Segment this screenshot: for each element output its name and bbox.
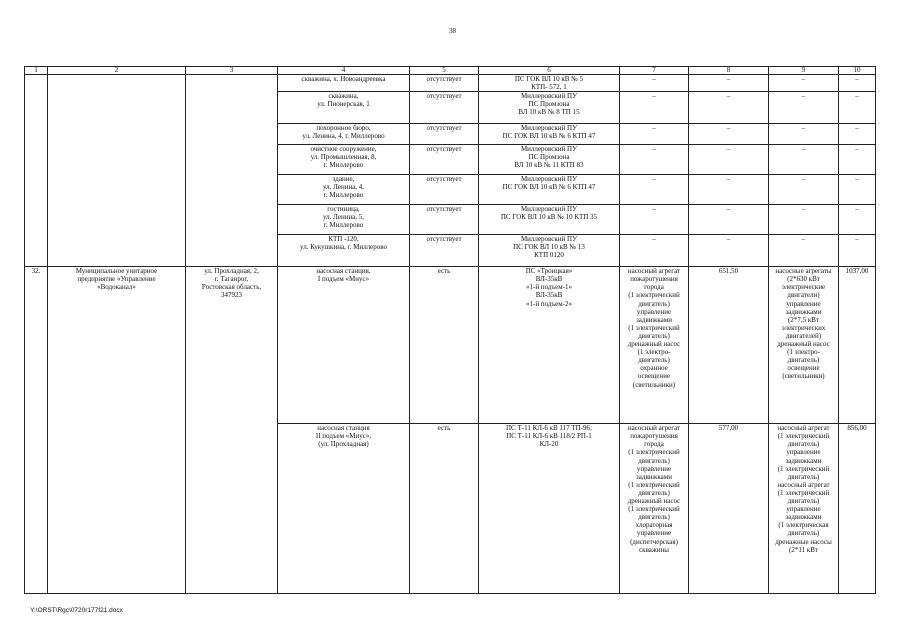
table-row (25, 75, 876, 92)
data-table (24, 66, 876, 594)
table-cell-c6: Миллеровский ПУ ПС ГОК ВЛ 10 кВ № 6 КТП 47 (479, 175, 620, 205)
table-cell-c8: 577,00 (689, 424, 769, 594)
column-number: 7 (620, 67, 689, 75)
table-cell-c7: – (620, 145, 689, 175)
table-cell-c9: насосный агрегат (1 электрический двигатель) управление задвижками (1 электрический двигатель) насосный агрегат (1 электрический двигатель) управление задвижками (1 электрическая двигатель) дренажные насосы (2*11 кВт (769, 424, 839, 594)
table-cell-c7: – (620, 205, 689, 235)
table-cell-c7: насосный агрегат пожаротушения города (1 электрический двигатель) управление задвижками (1 электрический двигатель) дренажный насос (1 электрический двигатель) хлораторная управление (диспетчерская) скважины (620, 424, 689, 594)
table-cell-c6: Миллеровский ПУ ПС ГОК ВЛ 10 кВ № 6 КТП 47 (479, 124, 620, 145)
table-cell-c10: – (839, 205, 876, 235)
table-cell-c9: – (769, 124, 839, 145)
table-cell-c10: – (839, 92, 876, 124)
table-cell-c9: – (769, 175, 839, 205)
table-cell-c6: ПС ГОК ВЛ 10 кВ № 5 КТП- 572, 1 (479, 75, 620, 92)
table-cell-c6: ПС «Троицкая» ВЛ-35кВ «1-й подъем-1» ВЛ-35кВ «1-й подъем-2» (479, 267, 620, 424)
table-cell-c10: 856,00 (839, 424, 876, 594)
table-cell-c4: скважина, х. Новоандреевка (278, 75, 410, 92)
empty-cell (48, 75, 186, 267)
table-cell-c5: отсутствует (410, 75, 479, 92)
table-cell-c8: – (689, 92, 769, 124)
organization-name: Муниципальное унитарное предприятие «Управление «Водоканал» (48, 267, 186, 594)
table-cell-c4: КТП -120, ул. Кукушкина, г. Миллерово (278, 235, 410, 267)
table-cell-c5: отсутствует (410, 124, 479, 145)
table-cell-c4: очистное сооружение, ул. Промышленная, 8, г. Миллерово (278, 145, 410, 175)
table-cell-c8: – (689, 235, 769, 267)
column-number: 8 (689, 67, 769, 75)
column-number: 9 (769, 67, 839, 75)
column-number: 2 (48, 67, 186, 75)
table-cell-c5: есть (410, 267, 479, 424)
table-row (25, 267, 876, 424)
table-cell-c8: – (689, 145, 769, 175)
table-cell-c8: – (689, 75, 769, 92)
table-cell-c8: – (689, 124, 769, 145)
page-number: 38 (449, 27, 456, 35)
column-number: 4 (278, 67, 410, 75)
table-cell-c9: – (769, 92, 839, 124)
table-cell-c9: – (769, 235, 839, 267)
file-path-footer: Y:\ORST\Rgc\0720r177f21.docx (30, 607, 123, 614)
table-cell-c4: похоронное бюро, ул. Ленина, 4, г. Миллерово (278, 124, 410, 145)
column-number: 5 (410, 67, 479, 75)
organization-address: ул. Прохладная, 2, г. Таганрог, Ростовская область, 347923 (186, 267, 278, 594)
table-cell-c6: Миллеровский ПУ ПС ГОК ВЛ 10 кВ № 13 КТП 0120 (479, 235, 620, 267)
table-cell-c6: Миллеровский ПУ ПС Промзона ВЛ 10 кВ № 11 КТП 83 (479, 145, 620, 175)
table-cell-c9: – (769, 205, 839, 235)
table-cell-c4: скважина, ул. Пионерская, 1 (278, 92, 410, 124)
column-number: 1 (25, 67, 48, 75)
table-cell-c9: – (769, 145, 839, 175)
table-cell-c10: – (839, 235, 876, 267)
table-cell-c8: – (689, 175, 769, 205)
table-cell-c5: есть (410, 424, 479, 594)
table-cell-c6: ПС Т-11 КЛ-6 кВ 117 ТП-96; ПС Т-11 КЛ-6 кВ 118/2 РП-1 КЛ-20 (479, 424, 620, 594)
table-cell-c5: отсутствует (410, 175, 479, 205)
column-number-row (25, 67, 876, 75)
table-cell-c7: – (620, 124, 689, 145)
table-cell-c10: 1037,00 (839, 267, 876, 424)
empty-cell (25, 75, 48, 267)
column-number: 10 (839, 67, 876, 75)
table-cell-c7: – (620, 235, 689, 267)
table-cell-c10: – (839, 75, 876, 92)
table-cell-c7: насосный агрегат пожаротушения города (1 электрический двигатель) управление задвижками (1 электрический двигатель) дренажный насос (1 электро- двигатель) охранное освещение (светильники) (620, 267, 689, 424)
table-body (25, 67, 876, 594)
column-number: 3 (186, 67, 278, 75)
table-cell-c8: – (689, 205, 769, 235)
table-cell-c7: – (620, 92, 689, 124)
table-cell-c4: здание, ул. Ленина, 4, г. Миллерово (278, 175, 410, 205)
table-cell-c6: Миллеровский ПУ ПС ГОК ВЛ 10 кВ № 10 КТП 35 (479, 205, 620, 235)
table-cell-c4: насосная станция II подъем «Миус», (ул. Прохладная) (278, 424, 410, 594)
table-cell-c4: насосная станция, I подъем «Миус» (278, 267, 410, 424)
table-cell-c7: – (620, 175, 689, 205)
empty-cell (186, 75, 278, 267)
table-cell-c10: – (839, 124, 876, 145)
table-cell-c7: – (620, 75, 689, 92)
table-cell-c5: отсутствует (410, 145, 479, 175)
table-cell-c5: отсутствует (410, 235, 479, 267)
table-cell-c9: насосные агрегаты (2*630 кВт электрические двигатели) управление задвижками (2*7,5 кВт электрических двигателей) дренажный насос (1 электро- двигатель) освещение (светильники) (769, 267, 839, 424)
table-cell-c5: отсутствует (410, 92, 479, 124)
table-cell-c9: – (769, 75, 839, 92)
table-cell-c8: 651,50 (689, 267, 769, 424)
table-cell-c10: – (839, 175, 876, 205)
table-cell-c5: отсутствует (410, 205, 479, 235)
column-number: 6 (479, 67, 620, 75)
table-cell-c6: Миллеровский ПУ ПС Промзона ВЛ 10 кВ № 8 ТП 15 (479, 92, 620, 124)
row-number: 32. (25, 267, 48, 594)
table-cell-c10: – (839, 145, 876, 175)
table-cell-c4: гостиница, ул. Ленина, 5, г. Миллерово (278, 205, 410, 235)
